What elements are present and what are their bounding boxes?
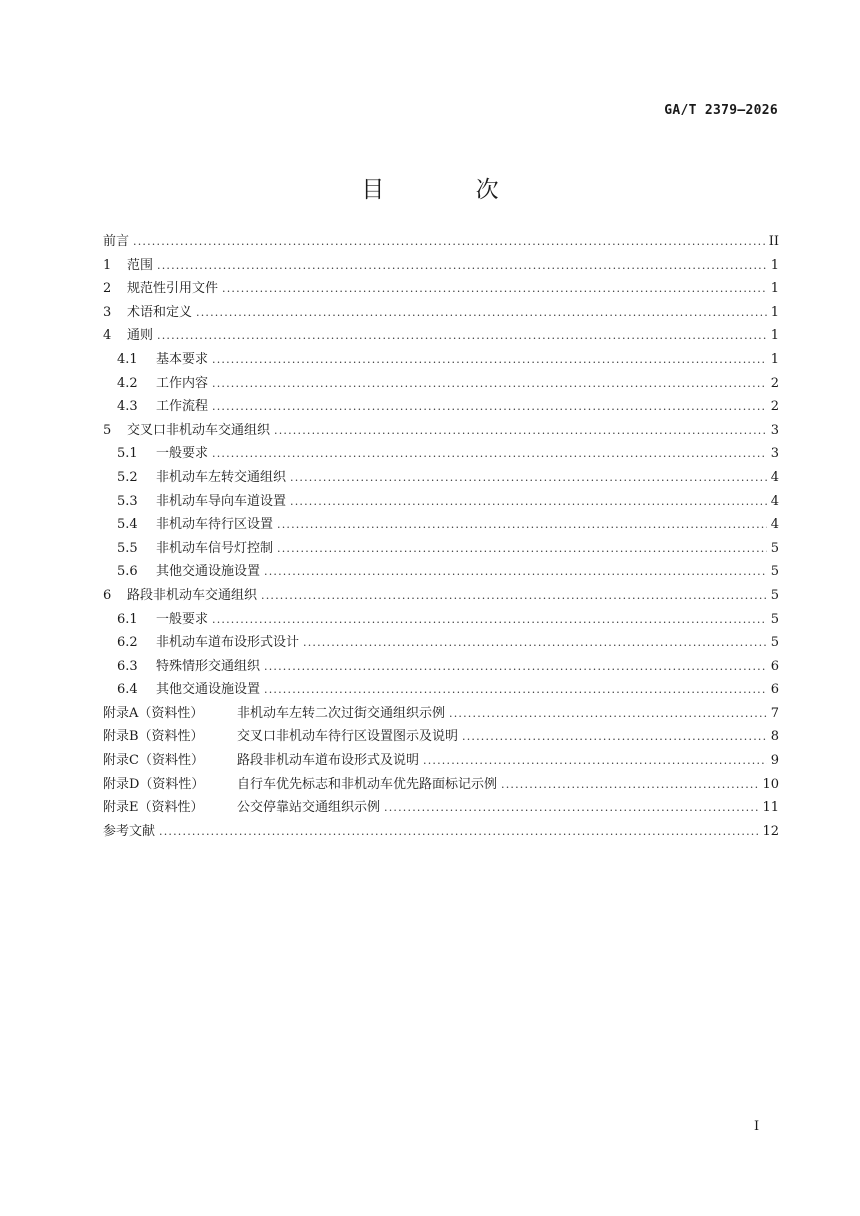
toc-entry[interactable] xyxy=(103,324,779,348)
toc-entry-label: 非机动车左转交通组织 xyxy=(156,469,287,485)
toc-entry-page: 9 xyxy=(770,753,779,769)
toc-leader-dots xyxy=(303,631,767,655)
toc-entry[interactable] xyxy=(103,725,779,749)
toc-entry[interactable] xyxy=(103,796,779,820)
toc-entry-number: 附录E（资料性） xyxy=(103,800,204,816)
toc-leader-dots xyxy=(264,560,767,584)
toc-entry-page: 5 xyxy=(770,635,779,651)
toc-entry[interactable] xyxy=(103,608,779,632)
toc-entry[interactable] xyxy=(103,372,779,396)
toc-leader-dots xyxy=(159,820,758,844)
toc-entry-page: 5 xyxy=(770,587,779,603)
toc-entry[interactable] xyxy=(103,631,779,655)
toc-entry[interactable] xyxy=(103,466,779,490)
toc-entry-page: 3 xyxy=(770,446,779,462)
toc-leader-dots xyxy=(196,301,767,325)
toc-entry-label: 工作内容 xyxy=(156,375,209,391)
toc-entry-number: 6.2 xyxy=(117,635,138,651)
toc-entry-label: 交叉口非机动车待行区设置图示及说明 xyxy=(237,729,459,745)
toc-entry[interactable] xyxy=(103,513,779,537)
toc-entry[interactable] xyxy=(103,560,779,584)
toc-entry-number: 5.4 xyxy=(117,517,138,533)
toc-entry-label: 特殊情形交通组织 xyxy=(156,658,261,674)
toc-entry-page: II xyxy=(768,234,779,249)
toc-entry-label: 基本要求 xyxy=(156,351,209,367)
toc-entry-number: 2 xyxy=(103,281,112,297)
toc-leader-dots xyxy=(384,796,758,820)
toc-entry-page: 1 xyxy=(770,281,779,297)
toc-leader-dots xyxy=(157,254,767,278)
toc-entry-number: 附录B（资料性） xyxy=(103,729,204,745)
toc-leader-dots xyxy=(290,466,767,490)
toc-leader-dots xyxy=(290,490,767,514)
toc-entry[interactable] xyxy=(103,678,779,702)
toc-entry[interactable] xyxy=(103,277,779,301)
toc-entry-number: 4.3 xyxy=(117,399,138,415)
toc-entry-label: 一般要求 xyxy=(156,611,209,627)
toc-entry-page: 7 xyxy=(770,705,779,721)
toc-leader-dots xyxy=(212,442,767,466)
toc-entry-number: 5.5 xyxy=(117,540,138,556)
toc-entry-label: 自行车优先标志和非机动车优先路面标记示例 xyxy=(237,776,498,792)
toc-entry-label: 路段非机动车道布设形式及说明 xyxy=(237,753,420,769)
toc-entry-number: 4.1 xyxy=(117,351,138,367)
toc-entry-page: 1 xyxy=(770,351,779,367)
toc-entry-number: 4.2 xyxy=(117,375,138,391)
toc-entry-page: 2 xyxy=(770,399,779,415)
toc-entry[interactable] xyxy=(103,584,779,608)
toc-entry-label: 非机动车待行区设置 xyxy=(156,517,274,533)
toc-entry-label: 其他交通设施设置 xyxy=(156,564,261,580)
toc-entry[interactable] xyxy=(103,230,779,254)
standard-number: GA/T 2379—2026 xyxy=(664,103,778,118)
toc-entry-label: 其他交通设施设置 xyxy=(156,682,261,698)
toc-entry[interactable] xyxy=(103,395,779,419)
toc-entry-number: 6.3 xyxy=(117,658,138,674)
toc-leader-dots xyxy=(423,749,767,773)
toc-entry[interactable] xyxy=(103,301,779,325)
toc-leader-dots xyxy=(449,702,767,726)
toc-entry-label: 参考文献 xyxy=(103,823,156,839)
toc-entry-number: 附录A（资料性） xyxy=(103,705,204,721)
toc-entry-number: 5.2 xyxy=(117,469,138,485)
toc-entry-label: 交叉口非机动车交通组织 xyxy=(127,422,271,438)
toc-entry[interactable] xyxy=(103,655,779,679)
toc-entry-page: 4 xyxy=(770,493,779,509)
toc-entry-label: 非机动车导向车道设置 xyxy=(156,493,287,509)
toc-entry-label: 前言 xyxy=(103,234,130,249)
toc-entry[interactable] xyxy=(103,537,779,561)
toc-entry-label: 公交停靠站交通组织示例 xyxy=(237,800,381,816)
toc-entry-page: 1 xyxy=(770,328,779,344)
toc-entry-label: 通则 xyxy=(127,328,154,344)
toc-leader-dots xyxy=(274,419,767,443)
toc-entry-number: 4 xyxy=(103,328,112,344)
toc-entry-label: 路段非机动车交通组织 xyxy=(127,587,258,603)
toc-entry-label: 术语和定义 xyxy=(127,304,193,320)
toc-entry-number: 6.1 xyxy=(117,611,138,627)
toc-entry-number: 5.6 xyxy=(117,564,138,580)
toc-entry-number: 附录D（资料性） xyxy=(103,776,205,792)
toc-entry-number: 6 xyxy=(103,587,112,603)
toc-leader-dots xyxy=(212,348,767,372)
toc-entry[interactable] xyxy=(103,773,779,797)
toc-entry[interactable] xyxy=(103,702,779,726)
toc-entry-page: 10 xyxy=(762,776,779,792)
toc-entry-number: 5 xyxy=(103,422,112,438)
toc-leader-dots xyxy=(157,324,767,348)
toc-entry-page: 3 xyxy=(770,422,779,438)
toc-entry-label: 规范性引用文件 xyxy=(127,281,219,297)
toc-entry-page: 5 xyxy=(770,540,779,556)
toc-entry-number: 5.1 xyxy=(117,446,138,462)
toc-entry-page: 1 xyxy=(770,257,779,273)
toc-leader-dots xyxy=(261,584,767,608)
toc-entry-page: 6 xyxy=(770,658,779,674)
toc-leader-dots xyxy=(212,395,767,419)
toc-entry-label: 一般要求 xyxy=(156,446,209,462)
toc-entry-label: 非机动车左转二次过街交通组织示例 xyxy=(237,705,446,721)
toc-entry-number: 6.4 xyxy=(117,682,138,698)
toc-entry-page: 5 xyxy=(770,611,779,627)
toc-leader-dots xyxy=(133,230,765,254)
toc-entry-page: 5 xyxy=(770,564,779,580)
toc-leader-dots xyxy=(277,513,767,537)
page-number: I xyxy=(754,1119,760,1134)
toc-entry-page: 11 xyxy=(762,800,779,816)
toc-entry-page: 2 xyxy=(770,375,779,391)
toc-entry-number: 1 xyxy=(103,257,112,273)
toc-entry-number: 3 xyxy=(103,304,112,320)
toc-leader-dots xyxy=(277,537,767,561)
toc-entry-page: 8 xyxy=(770,729,779,745)
toc-entry-number: 5.3 xyxy=(117,493,138,509)
toc-entry[interactable] xyxy=(103,749,779,773)
toc-leader-dots xyxy=(212,608,767,632)
toc-leader-dots xyxy=(501,773,758,797)
toc-entry-label: 非机动车道布设形式设计 xyxy=(156,635,300,651)
toc-entry[interactable] xyxy=(103,419,779,443)
toc-entry-label: 范围 xyxy=(127,257,154,273)
toc-entry-page: 6 xyxy=(770,682,779,698)
toc-entry[interactable] xyxy=(103,490,779,514)
toc-leader-dots xyxy=(212,372,767,396)
toc-entry-number: 附录C（资料性） xyxy=(103,753,204,769)
toc-entry[interactable] xyxy=(103,442,779,466)
toc-entry-page: 4 xyxy=(770,517,779,533)
toc-leader-dots xyxy=(462,725,767,749)
toc-entry-label: 非机动车信号灯控制 xyxy=(156,540,274,556)
toc-entry[interactable] xyxy=(103,820,779,844)
toc-entry-label: 工作流程 xyxy=(156,399,209,415)
toc-entry-page: 12 xyxy=(762,823,779,839)
page-title: 目 次 xyxy=(361,177,541,203)
toc-entry[interactable] xyxy=(103,348,779,372)
toc-leader-dots xyxy=(264,655,767,679)
toc-entry-page: 1 xyxy=(770,304,779,320)
toc-leader-dots xyxy=(264,678,767,702)
toc-leader-dots xyxy=(222,277,767,301)
toc-entry-page: 4 xyxy=(770,469,779,485)
toc-entry[interactable] xyxy=(103,254,779,278)
table-of-contents xyxy=(103,230,779,843)
